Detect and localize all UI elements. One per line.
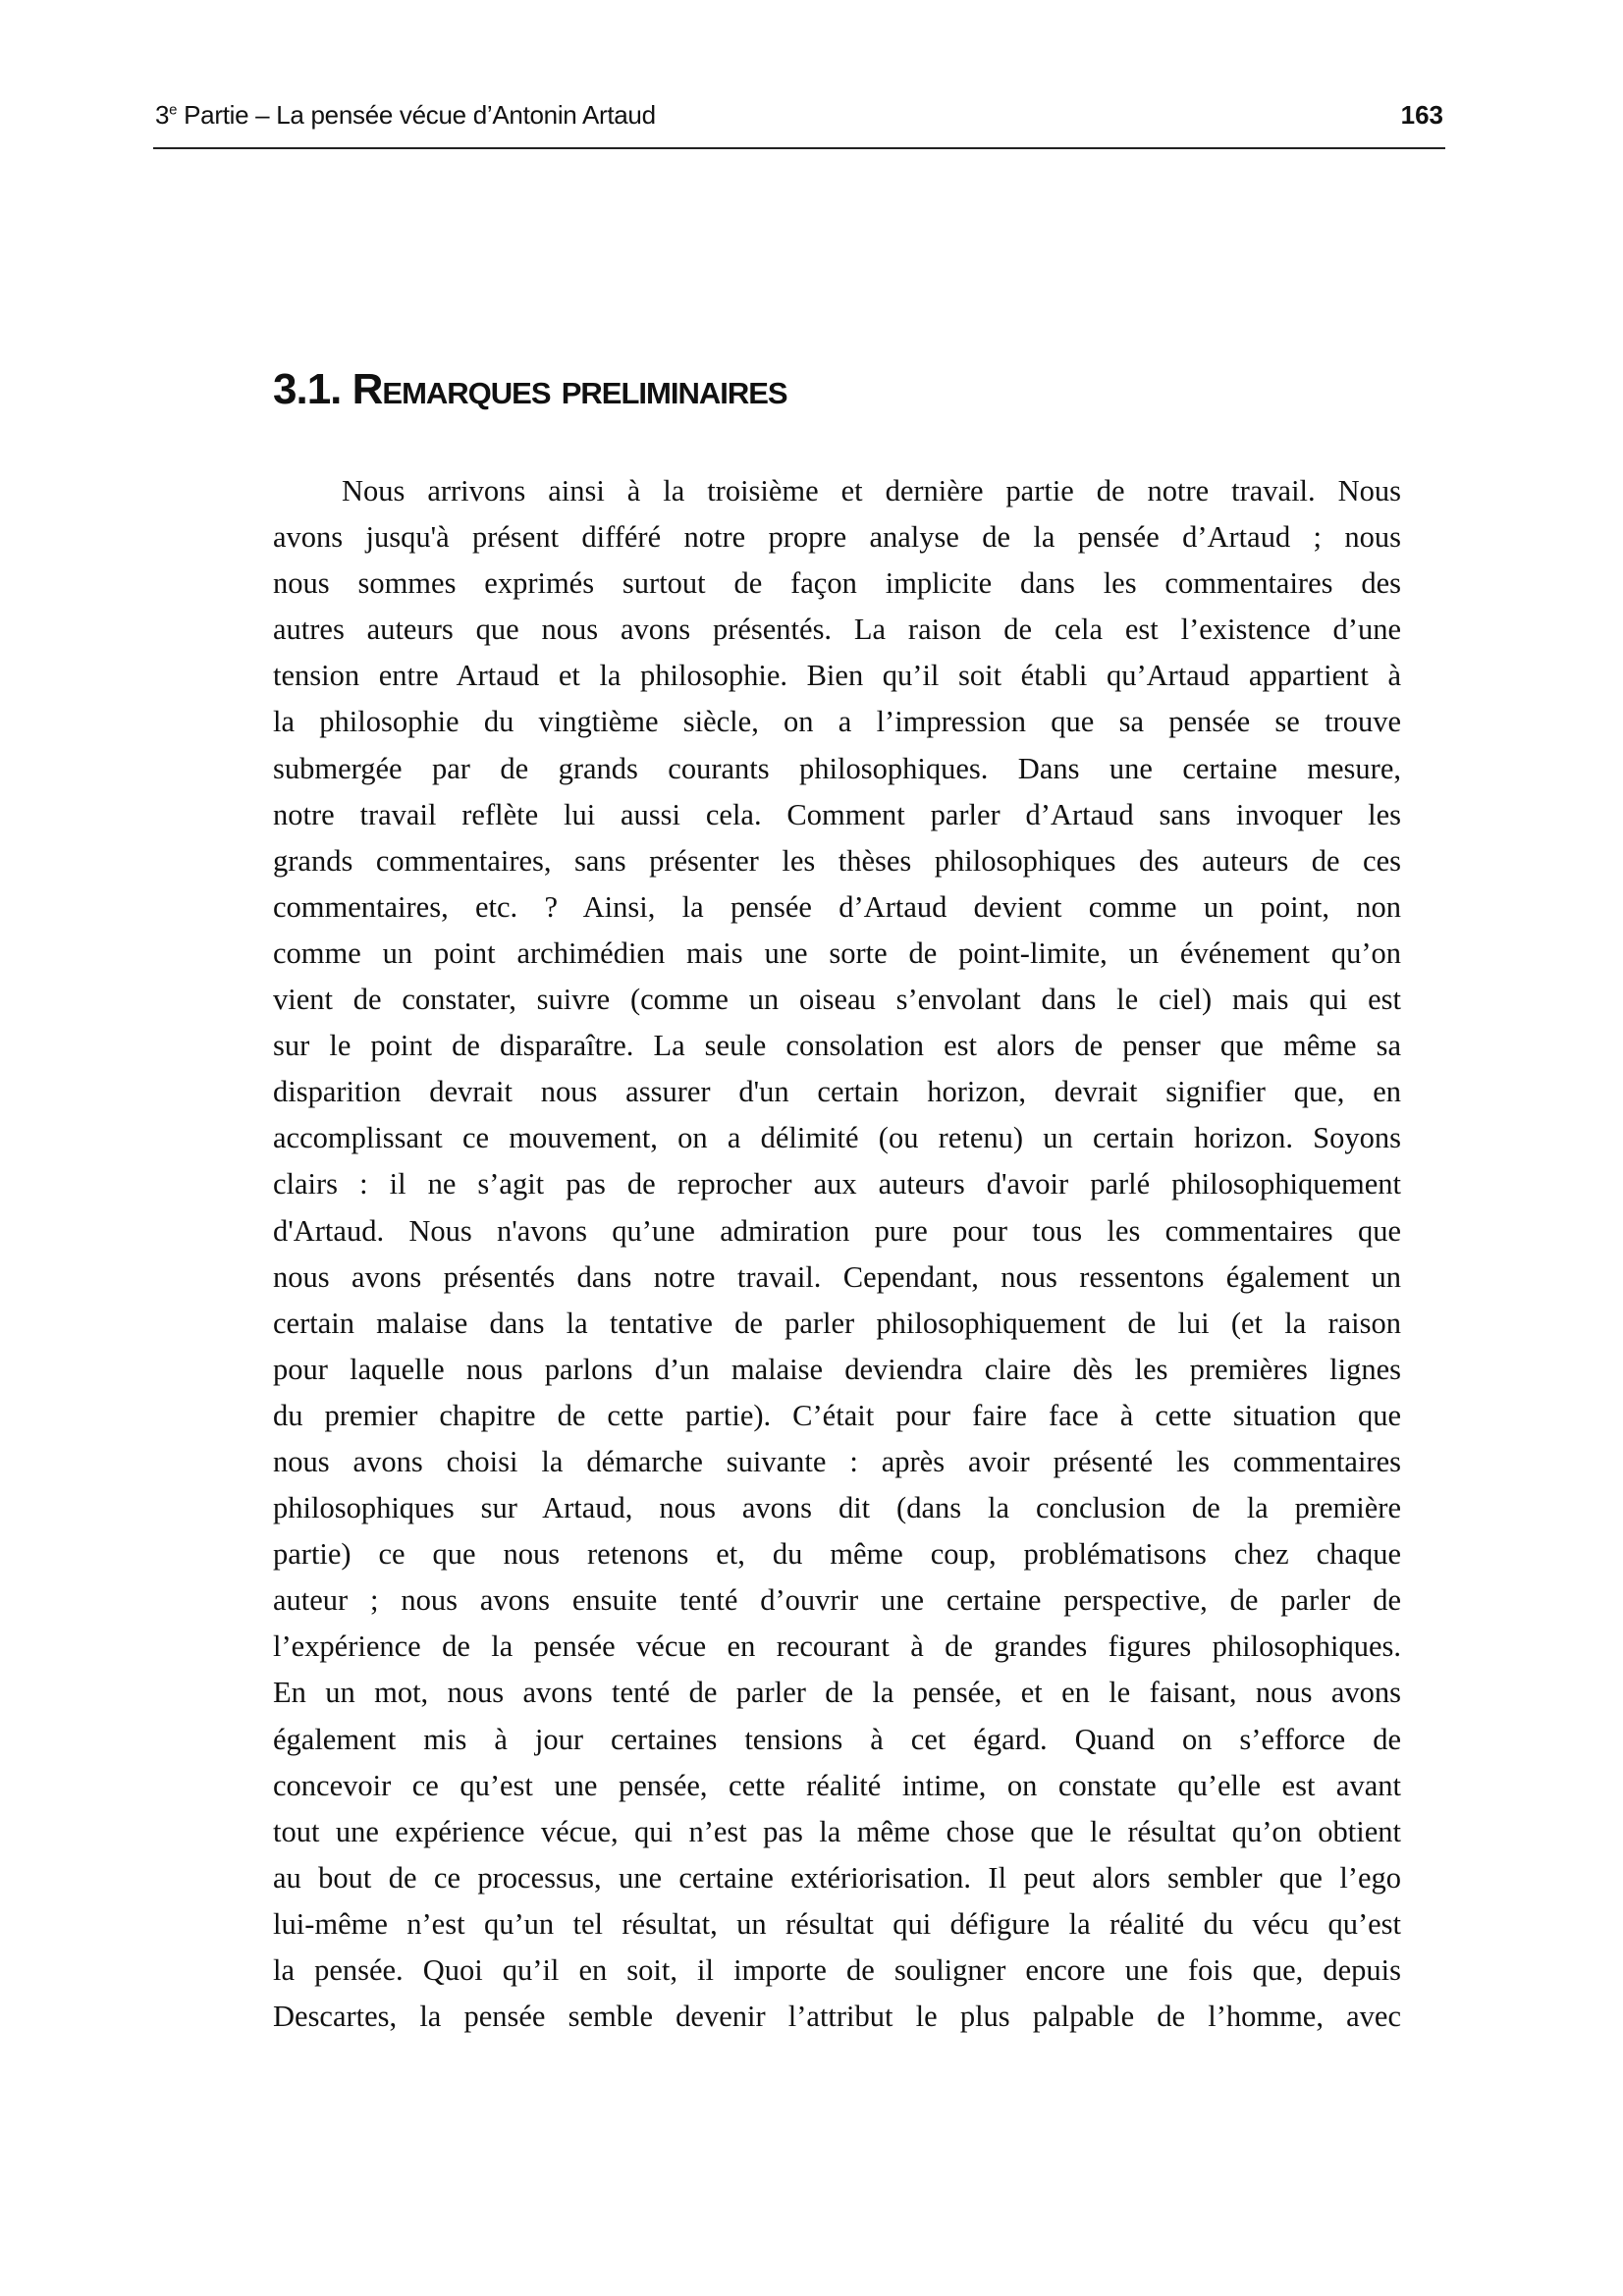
text-line: comme un point archimédien mais une sorte de point-limite, un événement qu’on [273,935,1401,970]
body-paragraph [273,468,1401,2040]
text-line: sur le point de disparaître. La seule consolation est alors de penser que même sa [273,1029,1401,1063]
running-header [153,96,1445,149]
part-superscript: e [169,101,178,119]
text-line: nous avons choisi la démarche suivante : après avoir présenté les commentaires [273,1444,1401,1478]
text-line: la philosophie du vingtième siècle, on a l’impression que sa pensée se trouve [273,705,1401,739]
text-line: au bout de ce processus, une certaine extériorisation. Il peut alors sembler que l’ego [273,1860,1401,1895]
text-line: nous sommes exprimés surtout de façon implicite dans les commentaires des [273,566,1401,601]
text-line: commentaires, etc. ? Ainsi, la pensée d’Artaud devient comme un point, non [273,889,1401,924]
text-line: la pensée. Quoi qu’il en soit, il importe de souligner encore une fois que, depuis [273,1953,1401,1987]
text-line: Nous arrivons ainsi à la troisième et dernière partie de notre travail. Nous [342,474,1401,507]
text-line: En un mot, nous avons tenté de parler de la pensée, et en le faisant, nous avons [273,1676,1401,1710]
text-line: certain malaise dans la tentative de parler philosophiquement de lui (et la raison [273,1306,1401,1340]
part-number: 3 [155,100,170,130]
text-line: lui-même n’est qu’un tel résultat, un résultat qui défigure la réalité du vécu qu’est [273,1906,1401,1941]
text-line: l’expérience de la pensée vécue en recourant à de grandes figures philosophiques. [273,1629,1401,1664]
header-title-text: Partie – La pensée vécue d’Antonin Artaud [177,100,656,130]
text-line: grands commentaires, sans présenter les thèses philosophiques des auteurs de ces [273,843,1401,878]
text-line: pour laquelle nous parlons d’un malaise deviendra claire dès les premières lignes [273,1352,1401,1386]
text-line: tension entre Artaud et la philosophie. Bien qu’il soit établi qu’Artaud appartient à [273,659,1401,693]
text-line: notre travail reflète lui aussi cela. Comment parler d’Artaud sans invoquer les [273,797,1401,831]
text-line: d'Artaud. Nous n'avons qu’une admiration pure pour tous les commentaires que [273,1213,1401,1248]
text-line: nous avons présentés dans notre travail. Cependant, nous ressentons également un [273,1259,1401,1294]
page-number: 163 [1400,100,1443,130]
section-heading: 3.1. Remarques preliminaires [273,365,787,413]
text-line: disparition devrait nous assurer d'un certain horizon, devrait signifier que, en [273,1075,1401,1109]
text-line: submergée par de grands courants philosophiques. Dans une certaine mesure, [273,751,1401,785]
text-line: philosophiques sur Artaud, nous avons dit (dans la conclusion de la première [273,1491,1401,1525]
running-header-title [155,100,656,131]
text-line: concevoir ce qu’est une pensée, cette réalité intime, on constate qu’elle est avant [273,1768,1401,1802]
text-line: vient de constater, suivre (comme un oiseau s’envolant dans le ciel) mais qui est [273,983,1401,1017]
text-line: également mis à jour certaines tensions à cet égard. Quand on s’efforce de [273,1722,1401,1756]
text-line: avons jusqu'à présent différé notre propre analyse de la pensée d’Artaud ; nous [273,520,1401,555]
text-line: clairs : il ne s’agit pas de reprocher aux auteurs d'avoir parlé philosophiquement [273,1167,1401,1201]
text-line: autres auteurs que nous avons présentés. La raison de cela est l’existence d’une [273,613,1401,647]
text-line: du premier chapitre de cette partie). C’était pour faire face à cette situation que [273,1398,1401,1432]
text-line: accomplissant ce mouvement, on a délimité (ou retenu) un certain horizon. Soyons [273,1121,1401,1155]
text-line: partie) ce que nous retenons et, du même coup, problématisons chez chaque [273,1537,1401,1572]
text-line: Descartes, la pensée semble devenir l’attribut le plus palpable de l’homme, avec [273,2000,1401,2034]
text-line: auteur ; nous avons ensuite tenté d’ouvrir une certaine perspective, de parler de [273,1583,1401,1618]
text-line: tout une expérience vécue, qui n’est pas la même chose que le résultat qu’on obtient [273,1814,1401,1848]
